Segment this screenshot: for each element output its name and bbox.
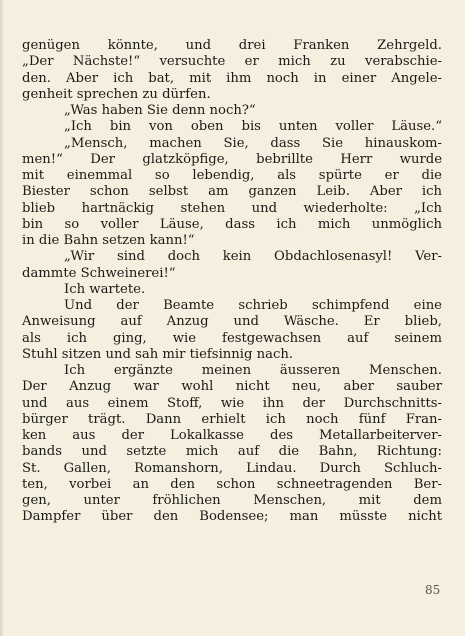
text-line: als ich ging, wie festgewachsen auf seinem (22, 330, 442, 346)
text-line: „Mensch, machen Sie, dass Sie hinauskom- (64, 135, 442, 151)
text-line: ken aus der Lokalkasse des Metallarbeiterver- (22, 428, 442, 443)
body-text (22, 38, 442, 526)
text-line: genügen könnte, und drei Franken Zehrgeld. (22, 38, 442, 53)
text-line: genheit sprechen zu dürfen. (22, 86, 211, 102)
text-line: „Der Nächste!“ versuchte er mich zu verabschie- (22, 54, 442, 70)
text-line: Dampfer über den Bodensee; man müsste nicht (22, 509, 442, 525)
text-line: Ich wartete. (64, 281, 146, 297)
text-line: mit einemmal so lebendig, als spürte er die (22, 168, 442, 183)
text-line: bin so voller Läuse, dass ich mich unmöglich (22, 216, 442, 232)
page-binding-edge (0, 0, 4, 636)
text-line: den. Aber ich bat, mit ihm noch in einer Angele- (22, 70, 442, 86)
text-line: und aus einem Stoff, wie ihn der Durchschnitts- (22, 395, 442, 411)
text-line: „Was haben Sie denn noch?“ (64, 103, 256, 118)
text-line: „Ich bin von oben bis unten voller Läuse.“ (64, 119, 442, 135)
text-line: gen, unter fröhlichen Menschen, mit dem (22, 493, 442, 508)
page-number: 85 (425, 583, 441, 597)
text-line: St. Gallen, Romanshorn, Lindau. Durch Schluch- (22, 460, 442, 476)
text-line: in die Bahn setzen kann!“ (22, 233, 195, 248)
text-line: Der Anzug war wohl nicht neu, aber sauber (22, 379, 442, 395)
text-line: bands und setzte mich auf die Bahn, Richtung: (22, 444, 442, 460)
text-line: Stuhl sitzen und sah mir tiefsinnig nach. (22, 346, 294, 362)
text-line: blieb hartnäckig stehen und wiederholte: „Ich (22, 200, 442, 216)
text-line: „Wir sind doch kein Obdachlosenasyl! Ver- (64, 249, 442, 265)
text-line: men!“ Der glatzköpfige, bebrillte Herr wurde (22, 151, 442, 167)
text-line: bürger trägt. Dann erhielt ich noch fünf Fran- (22, 411, 442, 427)
text-line: Und der Beamte schrieb schimpfend eine (64, 298, 442, 313)
text-line: dammte Schweinerei!“ (22, 265, 176, 281)
text-line: Anweisung auf Anzug und Wäsche. Er blieb, (22, 314, 442, 330)
text-line: ten, vorbei an den schon schneetragenden Ber- (22, 476, 442, 492)
text-line: Biester schon selbst am ganzen Leib. Aber ich (22, 184, 442, 200)
text-line: Ich ergänzte meinen äusseren Menschen. (64, 363, 442, 378)
